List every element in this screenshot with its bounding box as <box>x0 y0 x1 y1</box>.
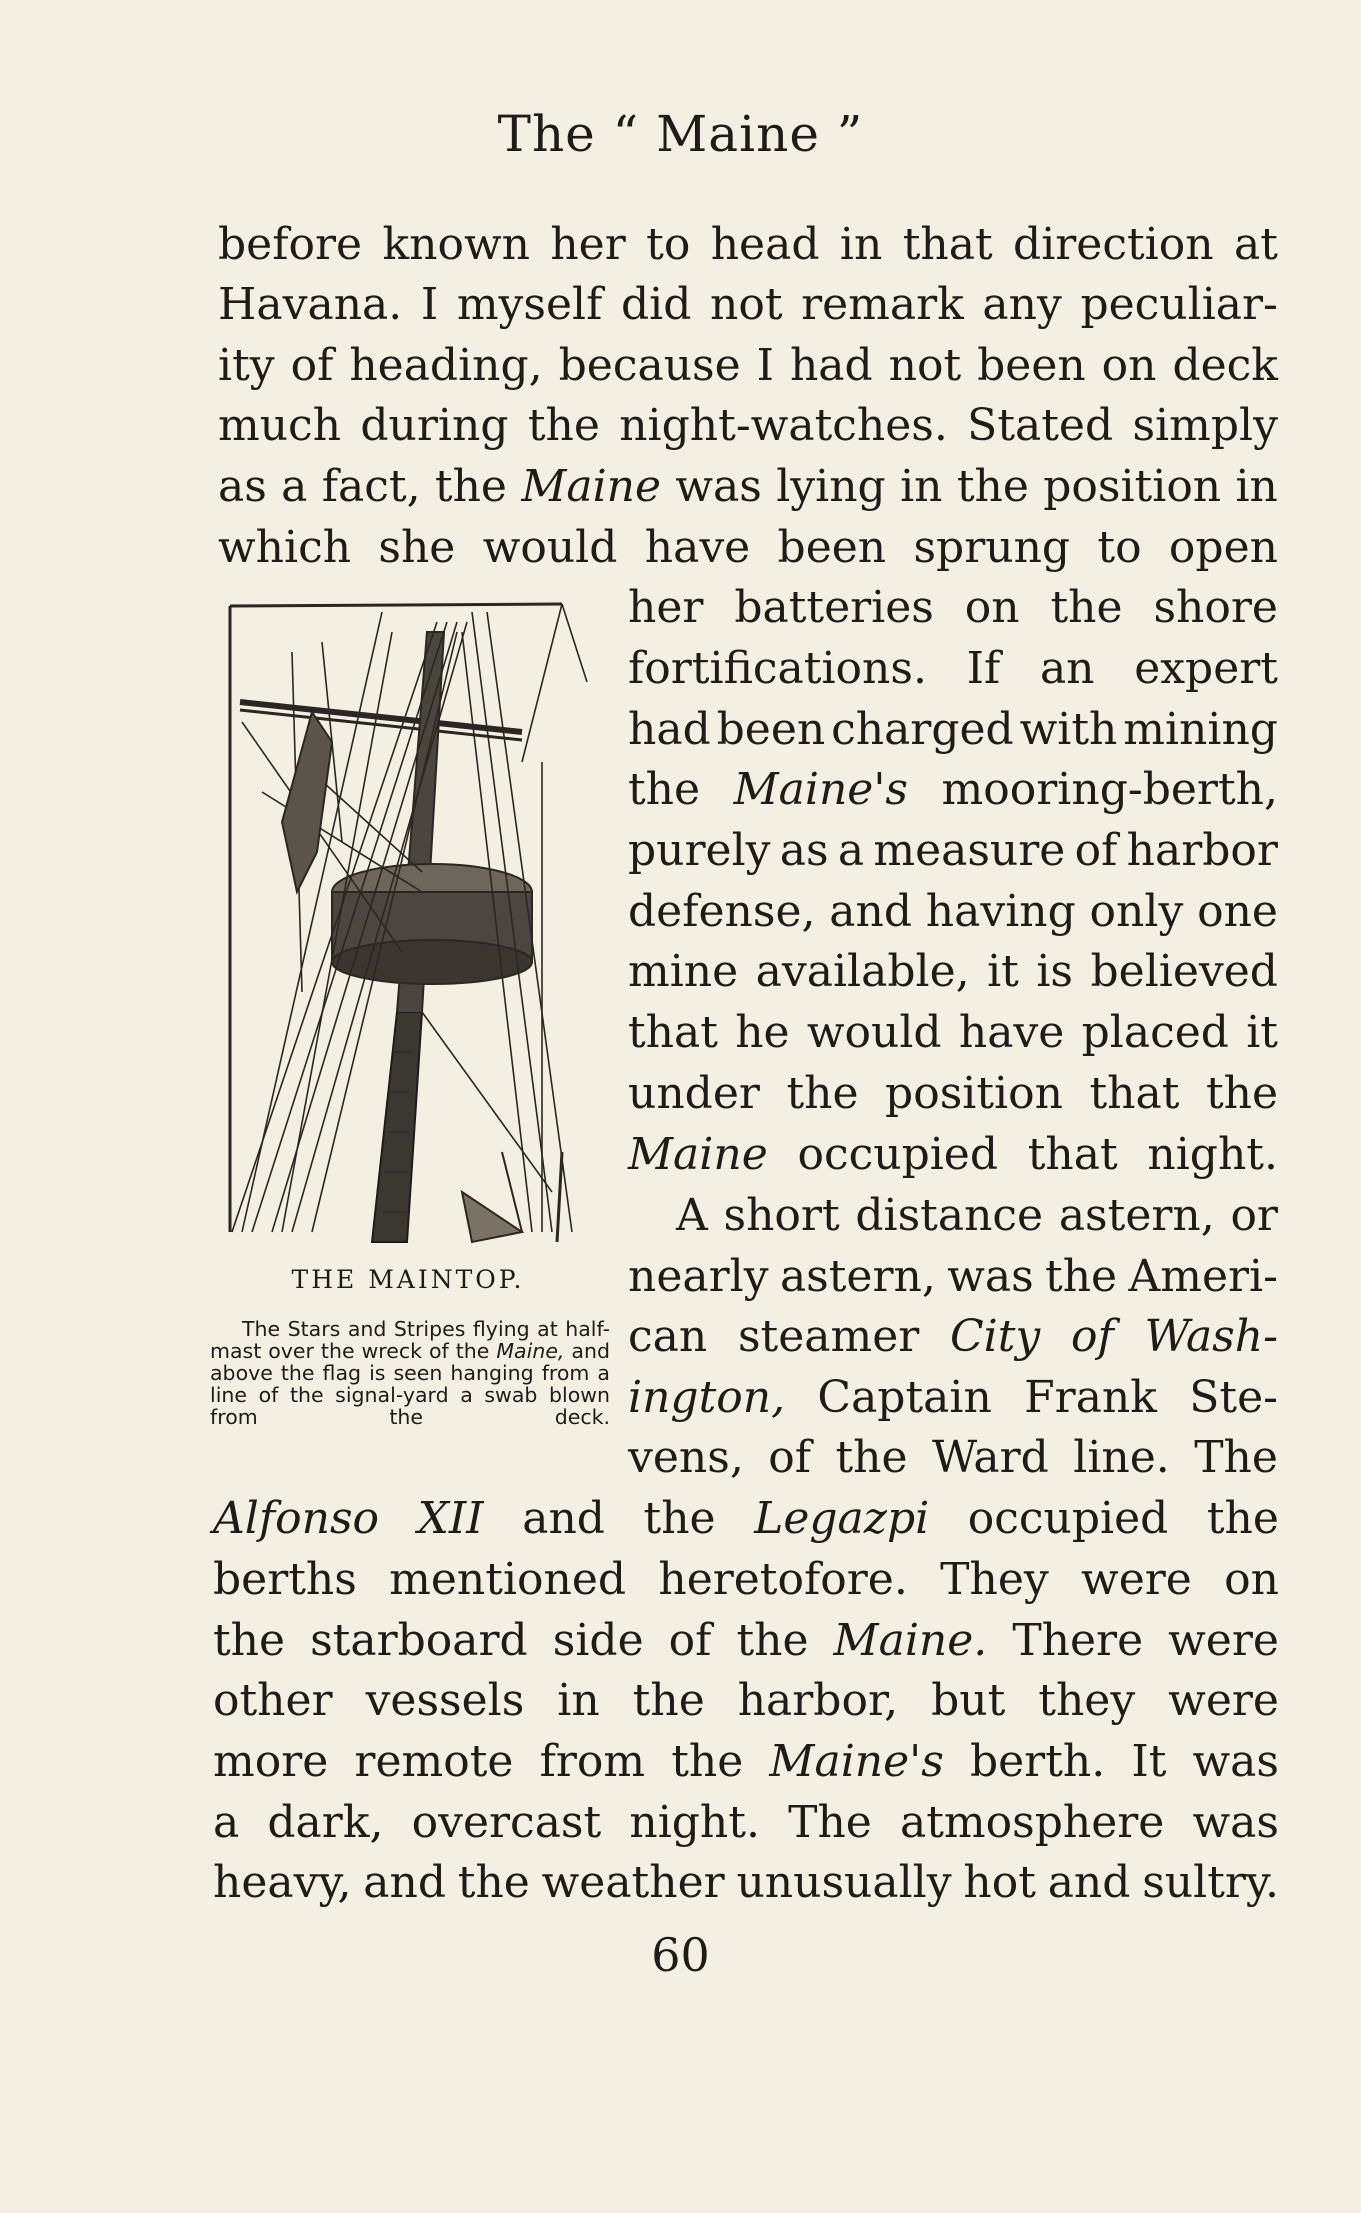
text-line: berths mentioned heretofore. They were on <box>213 1554 1279 1605</box>
text-line: A short distance astern, or <box>676 1190 1278 1241</box>
figure-caption <box>210 1318 610 1428</box>
text-line: her batteries on the shore <box>628 582 1278 633</box>
text-line: more remote from the Maine's berth. It was <box>213 1736 1279 1787</box>
text-line: vens, of the Ward line. The <box>628 1432 1278 1483</box>
text-line: ity of heading, because I had not been on deck <box>218 340 1278 391</box>
text-line: mine available, it is believed <box>628 946 1278 997</box>
text-line: much during the night-watches. Stated simply <box>218 400 1278 451</box>
text-line: nearly astern, was the Ameri- <box>628 1251 1278 1302</box>
text-line: that he would have placed it <box>628 1007 1278 1058</box>
page-number: 60 <box>651 1928 710 1982</box>
running-head: The “ Maine ” <box>497 105 864 163</box>
figure-title: THE MAINTOP. <box>291 1265 525 1294</box>
text-line: heavy, and the weather unusually hot and sultry. <box>213 1857 1279 1908</box>
text-line: ington, Captain Frank Ste- <box>628 1372 1278 1423</box>
maintop-engraving-icon <box>222 592 594 1252</box>
text-line: can steamer City of Wash- <box>628 1311 1278 1362</box>
text-line: Havana. I myself did not remark any peculiar- <box>218 279 1278 330</box>
text-line: Alfonso XII and the Legazpi occupied the <box>213 1493 1279 1544</box>
text-line: before known her to head in that direction at <box>218 219 1278 270</box>
text-line: Maine occupied that night. <box>628 1129 1278 1180</box>
text-line: had been charged with mining <box>628 704 1278 755</box>
text-line: the Maine's mooring-berth, <box>628 764 1278 815</box>
maintop-illustration <box>222 592 594 1252</box>
caption-part-1: The Stars and Stripes flying at half-mast over the wreck of the <box>210 1317 610 1363</box>
text-line: purely as a measure of harbor <box>628 825 1278 876</box>
text-line: other vessels in the harbor, but they were <box>213 1675 1279 1726</box>
text-line: a dark, overcast night. The atmosphere was <box>213 1797 1279 1848</box>
caption-part-2: Maine, <box>496 1339 565 1363</box>
caption-part-3: and above the flag is seen hanging from a line of the signal-yard a swab blown from the deck. <box>210 1339 610 1429</box>
text-line: the starboard side of the Maine. There were <box>213 1615 1279 1666</box>
text-line: which she would have been sprung to open <box>218 522 1278 573</box>
text-line: as a fact, the Maine was lying in the position in <box>218 461 1278 512</box>
text-line: defense, and having only one <box>628 886 1278 937</box>
text-line: under the position that the <box>628 1068 1278 1119</box>
text-line: fortifications. If an expert <box>628 643 1278 694</box>
